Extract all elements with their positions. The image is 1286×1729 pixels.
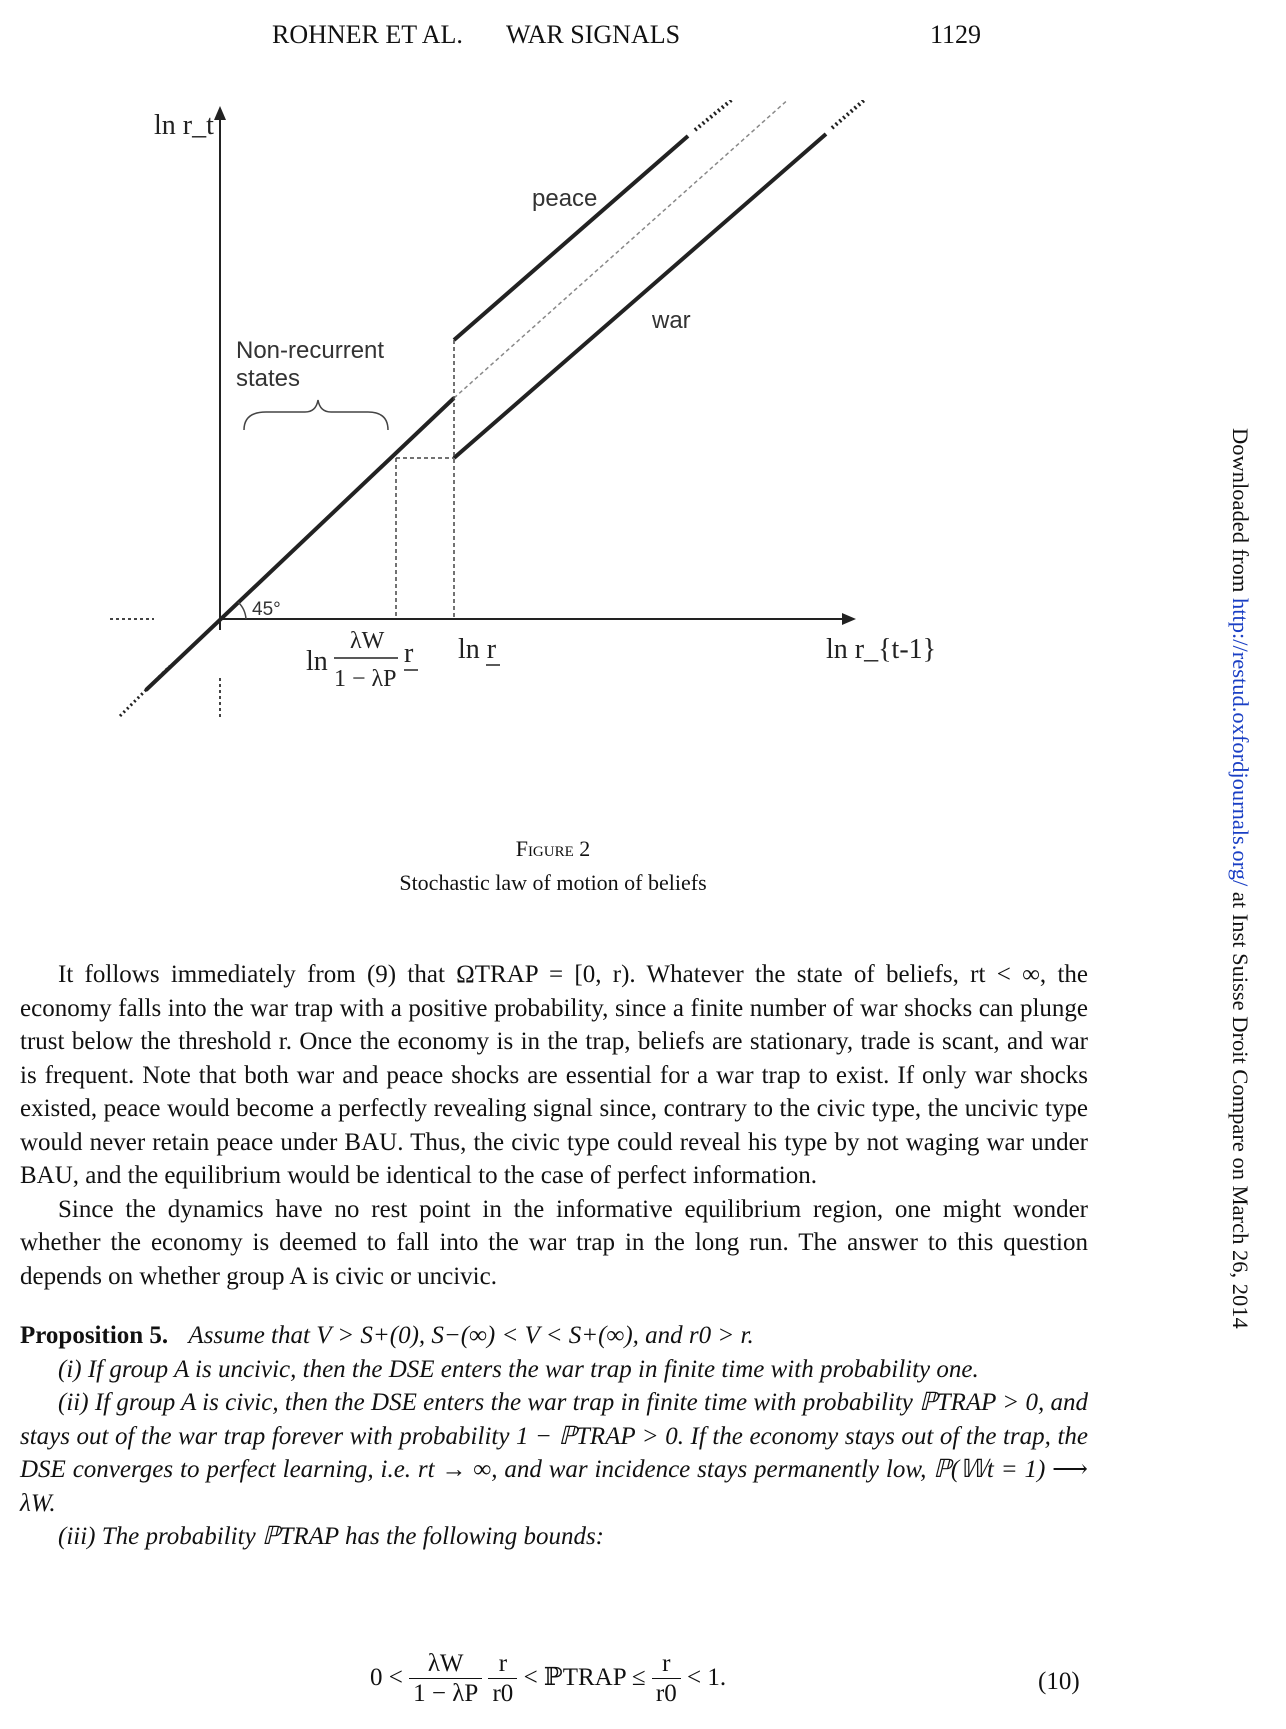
paragraph-2: Since the dynamics have no rest point in the informative equilibrium region, one might wonder whether the economy is deemed to fall into the war trap in the long run. The answer to this question depends on whether group A is civic or uncivic. bbox=[20, 1195, 1088, 1290]
proposition-part-iii: (iii) The probability ℙTRAP has the following bounds: bbox=[58, 1523, 604, 1550]
eq-frac-ratio-2-num: r bbox=[652, 1650, 681, 1679]
eq-frac-ratio-2 bbox=[652, 1650, 681, 1709]
eq-left: 0 < bbox=[370, 1664, 403, 1692]
peace-label: peace bbox=[532, 185, 598, 212]
proposition-assumption: Assume that V > S+(0), S−(∞) < V < S+(∞), and r0 > r. bbox=[188, 1322, 754, 1349]
proposition-title: Proposition 5. bbox=[20, 1322, 169, 1349]
eq-frac-ratio-2-den: r0 bbox=[655, 1680, 677, 1707]
proposition-part-ii: (ii) If group A is civic, then the DSE enters the war trap in finite time with probability ℙTRAP > 0, and stays out of the war trap forever with probability 1 − ℙTRAP > 0. If the economy stays out of the trap, the DSE converges to perfect learning, i.e. rt → ∞, and war incidence stays permanently low, ℙ(𝕎t = 1) ⟶ λW. bbox=[20, 1389, 1088, 1517]
ratio-tick-denominator: 1 − λP bbox=[334, 666, 397, 692]
angle-arc bbox=[238, 602, 246, 619]
war-line bbox=[454, 134, 826, 458]
eq-frac-ratio-1-num: r bbox=[488, 1650, 517, 1679]
paragraph-1: It follows immediately from (9) that ΩTRAP = [0, r). Whatever the state of beliefs, rt < ∞, the economy falls into the war trap with a positive probability, since a finite number of war shocks can plunge trust below the threshold r. Once the economy is in the trap, beliefs are stationary, trade is scant, and war is frequent. Note that both war and peace shocks are essential for a war trap to exist. If only war shocks existed, peace would become a perfectly revealing signal since, contrary to the civic type, the uncivic type would never retain peace under BAU. Thus, the civic type could reveal his type by not waging war under BAU, and the equilibrium would be identical to the case of perfect information. bbox=[20, 961, 1088, 1189]
ratio-tick-prefix: ln bbox=[306, 646, 328, 677]
diagonal-negative-dotted bbox=[120, 666, 170, 716]
war-line-dotted bbox=[832, 100, 885, 128]
figure-caption-title: Figure 2 bbox=[515, 836, 591, 861]
eq-frac-ratio-1 bbox=[488, 1650, 517, 1709]
peace-line-dotted bbox=[695, 100, 746, 130]
download-note-prefix: Downloaded from bbox=[1228, 428, 1253, 598]
header-title: WAR SIGNALS bbox=[506, 20, 681, 49]
x-axis-arrow bbox=[842, 613, 856, 625]
ratio-tick-r: r bbox=[404, 638, 414, 669]
equation-number: (10) bbox=[1038, 1668, 1080, 1695]
proposition-part-i: (i) If group A is uncivic, then the DSE enters the war trap in finite time with probability one. bbox=[58, 1355, 979, 1383]
page-number: 1129 bbox=[930, 20, 982, 49]
nonrecurrent-label-line1: Non-recurrent bbox=[236, 337, 385, 364]
y-axis-arrow bbox=[214, 106, 226, 120]
equation-body bbox=[370, 1650, 726, 1709]
proposition-5 bbox=[20, 1319, 1088, 1353]
eq-frac-ratio-1-den: r0 bbox=[492, 1680, 514, 1707]
nonrecurrent-brace bbox=[244, 400, 388, 430]
x-axis-label: ln r_{t-1} bbox=[826, 634, 937, 665]
journal-link[interactable]: http://restud.oxfordjournals.org/ bbox=[1228, 597, 1253, 887]
header-authors: ROHNER ET AL. bbox=[272, 20, 463, 49]
threshold-tick-label: ln r bbox=[458, 634, 497, 665]
angle-label: 45° bbox=[252, 599, 281, 620]
eq-frac-lambda bbox=[409, 1650, 482, 1709]
y-axis-label: ln r_t bbox=[154, 110, 214, 141]
eq-middle: < ℙTRAP ≤ bbox=[523, 1664, 646, 1692]
ratio-tick-numerator: λW bbox=[350, 628, 385, 654]
figure-caption-text: Stochastic law of motion of beliefs bbox=[399, 870, 707, 895]
nonrecurrent-label-line2: states bbox=[236, 365, 301, 392]
eq-right: < 1. bbox=[687, 1664, 727, 1692]
figure-2 bbox=[110, 100, 990, 740]
figure-caption bbox=[0, 832, 1106, 900]
equation-10 bbox=[0, 1650, 1286, 1720]
download-note-suffix: at Inst Suisse Droit Compare on March 26, 2014 bbox=[1228, 886, 1253, 1329]
body-text bbox=[20, 958, 1088, 1554]
running-header bbox=[0, 20, 1286, 60]
eq-frac-lambda-num: λW bbox=[409, 1650, 482, 1679]
eq-frac-lambda-den: 1 − λP bbox=[413, 1680, 479, 1707]
war-label: war bbox=[652, 307, 691, 334]
diagonal-dashed-extension bbox=[454, 100, 810, 398]
